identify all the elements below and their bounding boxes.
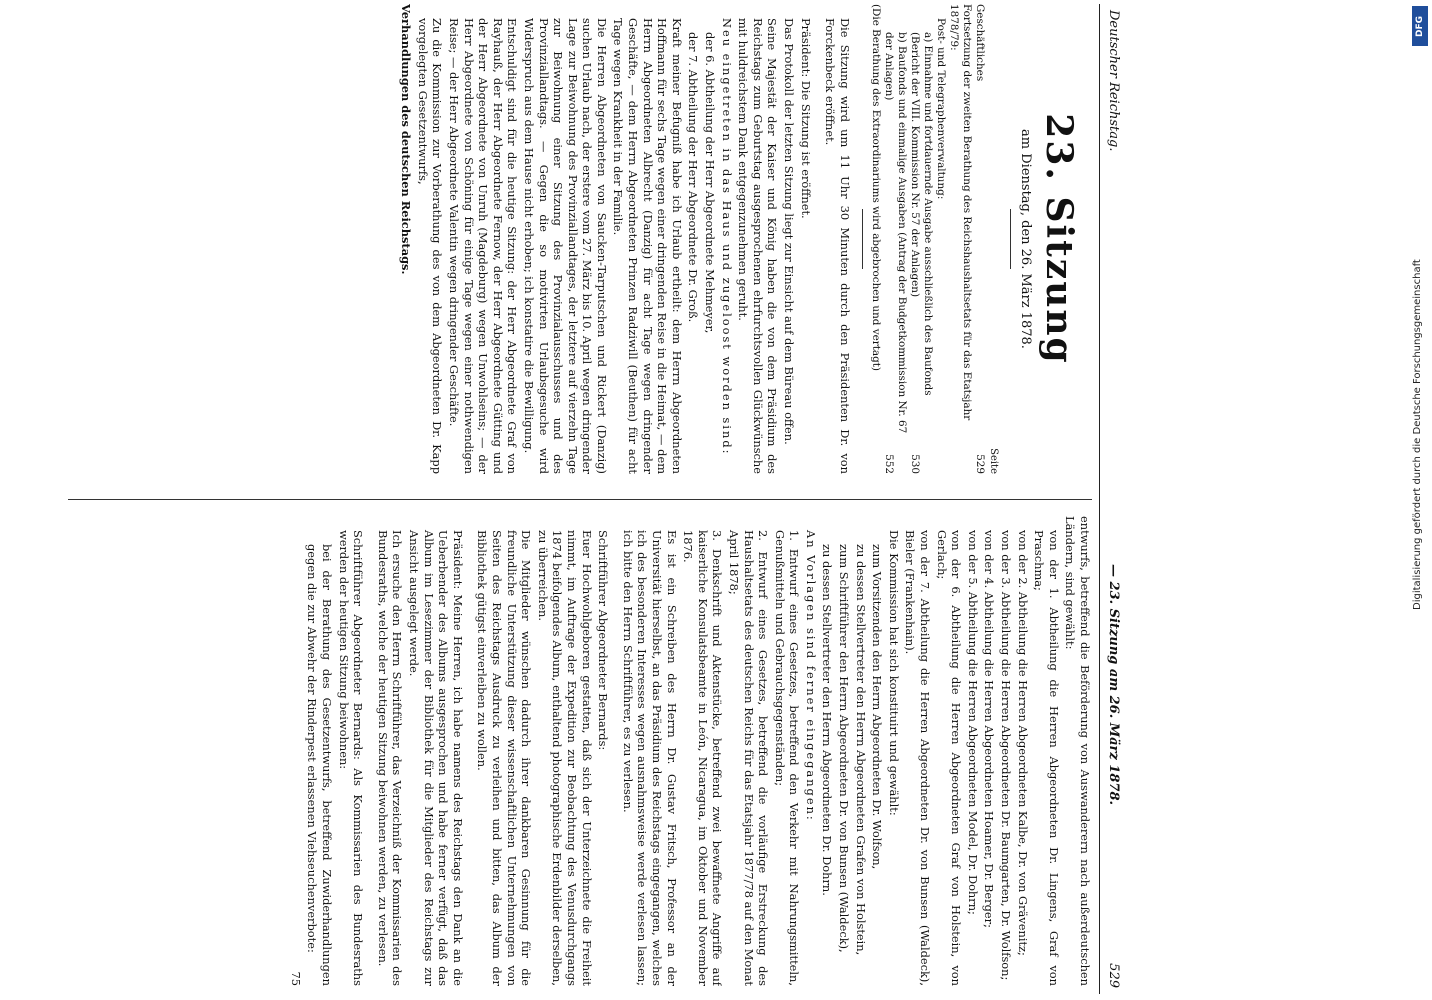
list-item: 2. Entwurf eines Gesetzes, betreffend die vorläufige Erstreckung des Haushaltsetats des deutschen Reichs für das Etatsjahr 1877/78 auf den Monat April 1878; — [726, 530, 771, 986]
paragraph: Es ist ein Schreiben des Herrn Dr. Gustav Fritsch, Professor an der Universität hierselbst, an das Präsidium des Reichstags eingegangen, welches ich des besonderen Interesses wegen ausnahmsweise werde verlesen lassen; ich bitte den Herrn Schriftführer, es zu verlesen. — [620, 530, 679, 986]
digitization-sidebar — [1412, 6, 1428, 996]
list-item: zu dessen Stellvertreter den Herrn Abgeordneten Grafen von Holstein, — [853, 544, 868, 956]
signature-mark: 75 — [288, 971, 303, 986]
scanned-page — [58, 4, 1122, 994]
list-item: 3. Denkschrift und Aktenstücke, betreffend zwei bewaffnete Angriffe auf kaiserliche Konsulatsbeamte in León, Nicaragua, im Oktober und November 1876. — [681, 530, 725, 986]
paragraph: Neu eingetreten in das Haus und zugeloost worden sind: — [719, 18, 734, 456]
paragraph: Seine Majestät der Kaiser und König haben die von dem Präsidium des Reichstags zum Geburtstag ausgesprochenen ehrfurchtsvollen Glückwünsche mit huldreichstem Dank entgegenzunehmen geruht. — [736, 18, 780, 474]
paragraph: Kraft meiner Befugniß habe ich Urlaub ertheilt: dem Herrn Abgeordneten Hoffmann für sechs Tage wegen einer dringenden Reise in die Heimat, — dem Herrn Abgeordneten Albrecht (Danzig) für acht Tage wegen dringender Geschäfte, — dem Herrn Abgeordneten Prinzen Radziwill (Beuthen) für acht Tage wegen Krankheit in der Familie. — [611, 18, 684, 474]
paragraph: Das Protokoll der letzten Sitzung liegt zur Einsicht auf dem Büreau offen. — [782, 18, 797, 445]
page-number: 529 — [1106, 963, 1121, 988]
toc-item: Fortsetzung der zweiten Berathung des Reichshaushaltsetats für das Etatsjahr 1878/79: — [947, 4, 973, 421]
paragraph: Die Mitglieder wünschen dadurch ihrer dankbaren Gesinnung für die freundliche Unterstützung dieser wissenschaftlichen Unternehmungen von Seiten des Reichstags Ausdruck zu verleihen und bitten, das Album der Bibliothek gütigst einverleiben zu wollen. — [475, 530, 534, 986]
list-item: zum Schriftführer den Herrn Abgeordneten Dr. von Bunsen (Waldeck), — [837, 544, 852, 953]
list-item: von der 3. Abtheilung die Herren Abgeordneten Dr. Baumgarten, Dr. Wolfson; — [999, 530, 1014, 981]
paragraph: Die Sitzung wird um 11 Uhr 30 Minuten durch den Präsidenten Dr. von Forckenbeck eröffnet. — [823, 18, 852, 474]
header-session: — 23. Sitzung am 26. März 1878. — [1106, 564, 1121, 806]
dfg-logo: DFG — [1412, 6, 1428, 46]
list-item: von der 5. Abtheilung die Herren Abgeordneten Model, Dr. Dohrn; — [965, 530, 980, 915]
paragraph: An Vorlagen sind ferner eingegangen: — [803, 530, 818, 822]
title-rule — [1010, 209, 1011, 269]
paragraph: Die Kommission hat sich konstituirt und gewählt: — [886, 530, 901, 816]
list-item: von der 7. Abtheilung die Herren Abgeordneten Dr. von Bunsen (Waldeck), Bieler (Frankenhain). — [903, 530, 933, 986]
left-column — [62, 4, 1092, 474]
paragraph: Zu die Kommission zur Vorberathung des von dem Abgeordneten Dr. Kapp vorgelegten Gesetzentwurfs, — [415, 18, 445, 474]
paragraph: Euer Hochwohlgeboren gestatten, daß sich der Unterzeichnete die Freiheit nimmt, im Auftrage der Expedition zur Beobachtung des Venusdurchgangs 1874 beifolgendes Album, enthaltend photographische Erdenbilder derselben, zu überreichen. — [535, 530, 594, 986]
paragraph: Schriftführer Abgeordneter Bernards: Als Kommissarien des Bundesraths werden der heutigen Sitzung beiwohnen: — [336, 530, 366, 986]
paragraph: der 6. Abtheilung der Herr Abgeordnete Mehmeyer, — [703, 32, 718, 334]
paragraph: Präsident: Die Sitzung ist eröffnet. — [798, 18, 813, 219]
paragraph: Präsident: Meine Herren, ich habe namens des Reichstags den Dank an die Ueberbender des Albums ausgesprochen und habe ferner verfügt, daß das Album im Lesezimmer der Bibliothek für die Mitglieder des Reichstags zur Ansicht ausgelegt werde. — [407, 530, 465, 986]
role-list — [820, 516, 884, 986]
paragraph: Die Herren Abgeordneten von Saucken-Tarputschen und Rickert (Danzig) suchen Urlaub nach, der erstere vom 27. März bis 10. April wegen dringender Lage zur Beiwohnung des Provinziallandtages, der letztere auf vierzehn Tage zur Beiwohnung einer Sitzung des Provinzialausschusses und des Provinziallandtags. — Gegen die so motivirten Urlaubsgesuche wird Widerspruch aus dem Hause nicht erhoben; ich konstatire die Bewilligung. — [521, 18, 609, 474]
list-item: von der 1. Abtheilung die Herren Abgeordneten Dr. Lingens, Graf von Praschma; — [1032, 530, 1061, 986]
toc-page-heading: Seite — [988, 448, 1000, 474]
paragraph: bei der Berathung des Gesetzentwurfs, betreffend Zuwiderhandlungen gegen die zur Abwehr der Rinderpest erlassenen Viehseuchenverbote: — [305, 544, 335, 986]
list-item: zu dessen Stellvertreter den Herrn Abgeordneten Dr. Dohrn. — [820, 544, 835, 896]
toc-item: a) Einnahme und fortdauernde Ausgabe ausschließlich des Baufonds (Bericht der VIII. Kommission Nr. 57 der Anlagen) 530 — [908, 32, 934, 474]
sitting-date: am Dienstag, den 26. März 1878. — [1018, 129, 1033, 349]
member-list — [903, 516, 1061, 986]
toc-item: Post- und Telegraphenverwaltung: — [934, 18, 947, 200]
sitting-title: 23. Sitzung — [1038, 113, 1080, 365]
header-publication: Deutscher Reichstag. — [1106, 10, 1121, 152]
list-item: von der 2. Abtheilung die Herren Abgeordneten Kalbe, Dr. von Grävenitz; — [1015, 530, 1030, 956]
section-rule — [862, 209, 863, 269]
list-item: von der 4. Abtheilung die Herren Abgeordneten Hoamer, Dr. Berger; — [982, 530, 997, 928]
right-column — [62, 516, 1092, 986]
paragraph: entwurfs, betreffend die Beförderung von Auswanderern nach außerdeutschen Ländern, sind gewählt: — [1063, 516, 1092, 986]
toc-item: (Die Berathung des Extraordinariums wird abgebrochen und vertagt) — [869, 4, 882, 371]
running-header — [1099, 4, 1122, 994]
paragraph: Ich ersuche den Herrn Schriftführer, das Verzeichniß der Kommissarien des Bundesraths, welche der heutigen Sitzung beiwohnen werden, zu verlesen. — [375, 530, 405, 986]
footer-note: Verhandlungen des deutschen Reichstags. — [399, 4, 414, 275]
submission-list — [681, 516, 802, 986]
list-item: 1. Entwurf eines Gesetzes, betreffend den Verkehr mit Nahrungsmitteln, Genußmitteln und Gebrauchsgegenständen; — [772, 530, 802, 986]
digitization-credit: Digitalisierung gefördert durch die Deutsche Forschungsgemeinschaft — [1412, 259, 1423, 610]
paragraph: der 7. Abtheilung der Herr Abgeordnete Dr. Groß. — [686, 32, 701, 323]
toc-item: b) Baufonds und einmalige Ausgaben (Antrag der Budgetkommission Nr. 67 der Anlagen) 552 — [882, 32, 908, 474]
column-divider — [68, 499, 1092, 500]
table-of-contents — [869, 4, 986, 474]
paragraph: Schriftführer Abgeordneter Bernards: — [596, 530, 611, 751]
paragraph: Entschuldigt sind für die heutige Sitzung: der Herr Abgeordnete Graf von Rayhauß, der Herr Abgeordnete Fernow, der Herr Abgeordnete Gütting und der Herr Abgeordnete von Unruh (Magdeburg) wegen Unwohlseins; — der Herr Abgeordnete von Schöning für einige Tage wegen einer nothwendigen Reise; — der Herr Abgeordnete Valentin wegen dringender Geschäfte. — [446, 18, 520, 474]
toc-item: Geschäftliches 529 — [973, 4, 986, 474]
list-item: von der 6. Abtheilung die Herren Abgeordneten Graf von Holstein, von Gerlach; — [934, 530, 964, 986]
list-item: zum Vorsitzenden den Herrn Abgeordneten Dr. Wolfson, — [870, 544, 885, 870]
